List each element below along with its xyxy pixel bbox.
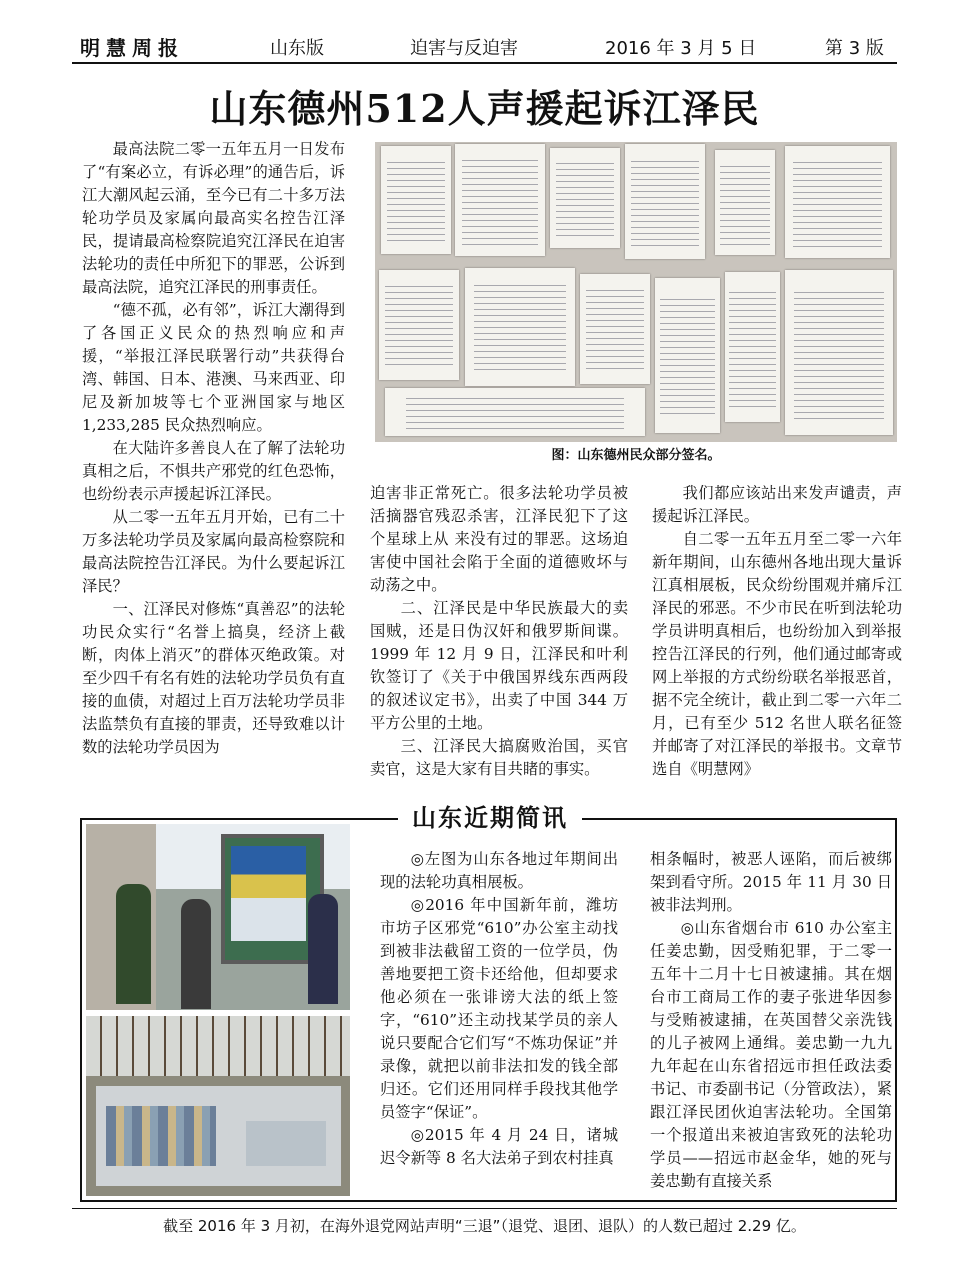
brief-item: ◎左图为山东各地过年期间出现的法轮功真相展板。 [380,850,618,891]
brief-column-2 [650,848,892,1193]
article-column-1 [82,138,345,759]
edition-label: 山东版 [270,38,324,59]
section-label: 迫害与反迫害 [410,38,518,59]
brief-column-1 [380,848,618,1170]
masthead: 明慧周报 [80,36,184,60]
paragraph: “德不孤，必有邻”，诉江大潮得到了各国正义民众的热烈响应和声援，“举报江泽民联署行动”共获得台湾、韩国、日本、港澳、马来西亚、印尼及新加坡等七个亚洲国家与地区 1,233,285 民众热烈响应。 [82,301,345,434]
footer-note: 截至 2016 年 3 月初，在海外退党网站声明“三退”（退党、退团、退队）的人数已超过 2.29 亿。 [163,1217,806,1235]
display-board-photo-2 [86,1016,350,1196]
paragraph: 自二零一五年五月至二零一六年新年期间，山东德州各地出现大量诉江真相展板，民众纷纷围观并痛斥江泽民的邪恶。不少市民在听到法轮功学员讲明真相后，也纷纷加入到举报控告江泽民的行列，他们通过邮寄或网上举报的方式纷纷联名举报恶首，据不完全统计，截止到二零一六年二月，已有至少 512 名世人联名征签并邮寄了对江泽民的举报书。文章节选自《明慧网》 [652,530,902,778]
paragraph: 二、江泽民是中华民族最大的卖国贼，还是日伪汉奸和俄罗斯间谍。1999 年 12 月 9 日，江泽民和叶利钦签订了《关于中俄国界线东西两段的叙述议定书》，出卖了中国 344 万平方公里的土地。 [370,599,628,732]
brief-item: ◎山东省烟台市 610 办公室主任姜忠勤，因受贿犯罪，于二零一五年十二月十七日被逮捕。其在烟台市工商局工作的妻子张进华因参与受贿被逮捕，在英国替父亲洗钱的儿子被网上通缉。姜忠勤一九九九年起在山东省招远市担任政法委书记、市委副书记（分管政法），紧跟江泽民团伙迫害法轮功。全国第一个报道出来被迫害致死的法轮功学员——招远市赵金华，她的死与姜忠勤有直接关系 [650,919,892,1190]
article-column-3 [652,482,902,781]
page-number: 第 3 版 [825,38,884,59]
paragraph: 最高法院二零一五年五月一日发布了“有案必立，有诉必理”的通告后，诉江大潮风起云涌，至今已有二十多万法轮功学员及家属向最高实名控告江泽民，提请最高检察院追究江泽民在迫害法轮功的责任中所犯下的罪恶，公诉到最高法院，追究江泽民的刑事责任。 [82,140,345,296]
brief-item: 相条幅时，被恶人诬陷，而后被绑架到看守所。2015 年 11 月 30 日被非法判刑。 [650,850,892,914]
article-column-2 [370,482,628,781]
paragraph: 迫害非正常死亡。很多法轮功学员被活摘器官残忍杀害，江泽民犯下了这个星球上从 来没有过的罪恶。这场迫害使中国社会陷于全面的道德败坏与动荡之中。 [370,484,628,594]
signature-photo [375,142,897,442]
headline: 山东德州512人声援起诉江泽民 [209,86,760,131]
brief-item: ◎2016 年中国新年前，潍坊市坊子区邪党“610”办公室主动找到被非法截留工资的一位学员，伪善地要把工资卡还给他，但却要求他必须在一张诽谤大法的纸上签字，“610”还主动找某学员的亲人说只要配合它们写“不炼功保证”并录像，就把以前非法扣发的钱全部归还。它们还用同样手段找其他学员签字“保证”。 [380,896,618,1121]
page-header [80,30,895,60]
header-rule [72,62,897,64]
paragraph: 从二零一五年五月开始，已有二十万多法轮功学员及家属向最高检察院和最高法院控告江泽民。为什么要起诉江泽民？ [82,508,345,595]
issue-date: 2016 年 3 月 5 日 [605,38,757,59]
paragraph: 一、江泽民对修炼“真善忍”的法轮功民众实行“名誉上搞臭，经济上截断，肉体上消灭”的群体灭绝政策。对至少四千有名有姓的法轮功学员负有直接的血债，对超过上百万法轮功学员非法监禁负有直接的罪责，还导致难以计数的法轮功学员因为 [82,600,345,756]
paragraph: 三、江泽民大搞腐败治国，买官卖官，这是大家有目共睹的事实。 [370,737,628,778]
paragraph: 在大陆许多善良人在了解了法轮功真相之后，不惧共产邪党的红色恐怖，也纷纷表示声援起诉江泽民。 [82,439,345,503]
brief-title-text: 山东近期简讯 [398,804,582,832]
footer-rule [72,1208,897,1209]
photo-caption: 图：山东德州民众部分签名。 [551,448,721,463]
brief-item: ◎2015 年 4 月 24 日，诸城迟令新等 8 名大法弟子到农村挂真 [380,1126,618,1167]
paragraph: 我们都应该站出来发声谴责，声援起诉江泽民。 [652,484,902,525]
display-board-photo-1 [86,824,350,1010]
